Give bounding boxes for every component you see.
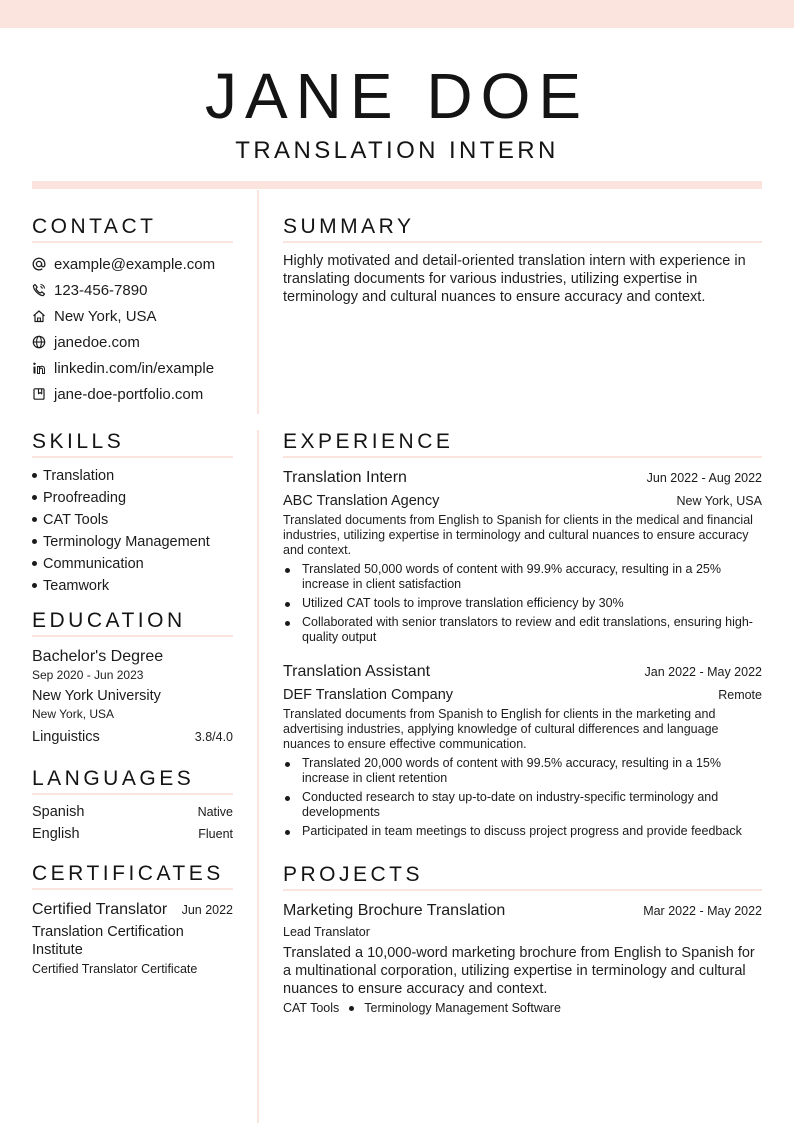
experience-bullets	[283, 562, 762, 645]
bullet-text: Translated 20,000 words of content with 99.5% accuracy, resulting in a 15% increase in client retention	[302, 756, 721, 785]
language-name: English	[32, 826, 80, 842]
project-header	[283, 900, 762, 921]
experience-role: Translation Assistant	[283, 663, 431, 680]
certificate-description: Certified Translator Certificate	[32, 962, 198, 976]
bullet-text: Utilized CAT tools to improve translation efficiency by 30%	[302, 596, 624, 610]
skill-label: Translation	[43, 468, 115, 484]
contact-linkedin-text: linkedin.com/in/example	[54, 359, 215, 377]
contact-website-text: janedoe.com	[54, 333, 140, 351]
summary-text: Highly motivated and detail-oriented translation intern with experience in translating documents for various industries, utilizing expertise in terminology and cultural nuances to ensure accuracy and context.	[283, 253, 746, 305]
certificates-section	[32, 861, 233, 977]
section-rule	[32, 793, 233, 795]
top-accent-band	[0, 0, 794, 28]
section-title-languages: LANGUAGES	[32, 767, 195, 790]
experience-bullet	[283, 756, 762, 786]
certificate-name: Certified Translator	[32, 901, 168, 918]
experience-description: Translated documents from English to Spanish for clients in the medical and financial industries, utilizing expertise in terminology and cultural nuances to ensure accuracy and context.	[283, 513, 753, 557]
skill-label: Terminology Management	[43, 534, 210, 550]
section-rule	[283, 241, 762, 243]
bullet-icon	[32, 473, 37, 478]
home-icon	[32, 309, 46, 323]
experience-subheader	[283, 491, 762, 511]
language-level: Fluent	[198, 827, 233, 841]
phone-icon	[32, 283, 46, 297]
skill-item	[32, 553, 233, 575]
contact-portfolio[interactable]	[32, 381, 233, 407]
skill-item	[32, 531, 233, 553]
education-section	[32, 608, 233, 747]
section-title-summary: SUMMARY	[283, 215, 415, 238]
candidate-title: TRANSLATION INTERN	[235, 137, 559, 164]
language-row	[32, 801, 233, 823]
experience-role: Translation Intern	[283, 469, 407, 486]
contact-location-text: New York, USA	[54, 307, 157, 325]
at-icon	[32, 257, 46, 271]
bullet-icon	[285, 602, 290, 607]
experience-bullet	[283, 562, 762, 592]
project-tools	[283, 1001, 762, 1015]
section-title-contact: CONTACT	[32, 215, 157, 238]
project-tool: CAT Tools	[283, 1001, 340, 1015]
experience-location: New York, USA	[676, 494, 762, 508]
bullet-icon	[285, 621, 290, 626]
section-rule	[32, 635, 233, 637]
education-gpa: 3.8/4.0	[194, 730, 233, 744]
language-name: Spanish	[32, 804, 85, 820]
skill-item	[32, 487, 233, 509]
skills-section	[32, 429, 233, 597]
education-field: Linguistics	[32, 729, 100, 745]
globe-icon	[32, 335, 46, 349]
education-location: New York, USA	[32, 707, 115, 721]
section-rule	[283, 889, 762, 891]
bullet-text: Collaborated with senior translators to review and edit translations, ensuring high-quality output	[302, 615, 753, 644]
experience-header	[283, 661, 762, 682]
bullet-icon	[285, 796, 290, 801]
skill-item	[32, 509, 233, 531]
separator-dot-icon	[349, 1006, 354, 1011]
contact-email-text: example@example.com	[54, 255, 216, 273]
experience-entry	[283, 661, 762, 839]
bullet-icon	[285, 762, 290, 767]
contact-list	[32, 251, 233, 407]
language-level: Native	[197, 805, 233, 819]
column-divider-top	[257, 190, 259, 414]
education-dates: Sep 2020 - Jun 2023	[32, 668, 144, 682]
education-field-row	[32, 727, 233, 747]
certificate-header	[32, 899, 233, 920]
bullet-text: Translated 50,000 words of content with 99.9% accuracy, resulting in a 25% increase in client satisfaction	[302, 562, 721, 591]
skill-label: Teamwork	[43, 578, 110, 594]
project-description: Translated a 10,000-word marketing brochure from English to Spanish for a multinational corporation, utilizing expertise in terminology and cultural nuances to ensure accuracy and context.	[283, 945, 755, 997]
projects-section	[283, 862, 762, 1015]
skill-item	[32, 465, 233, 487]
section-rule	[32, 241, 233, 243]
experience-company: DEF Translation Company	[283, 687, 454, 703]
section-title-certificates: CERTIFICATES	[32, 862, 224, 885]
section-title-experience: EXPERIENCE	[283, 430, 454, 453]
summary-section	[283, 214, 762, 306]
skill-item	[32, 575, 233, 597]
linkedin-icon	[32, 361, 46, 375]
languages-section	[32, 766, 233, 845]
experience-bullet	[283, 790, 762, 820]
experience-description: Translated documents from Spanish to English for clients in the marketing and advertising industries, applying knowledge of cultural differences and language nuances to ensure effective communication.	[283, 707, 719, 751]
skills-list	[32, 465, 233, 597]
header-divider	[32, 181, 762, 189]
education-school: New York University	[32, 688, 161, 704]
section-rule	[283, 456, 762, 458]
skill-label: CAT Tools	[43, 512, 109, 528]
portfolio-icon	[32, 387, 46, 401]
contact-location	[32, 303, 233, 329]
contact-portfolio-text: jane-doe-portfolio.com	[54, 385, 204, 403]
contact-section	[32, 214, 233, 407]
experience-bullet	[283, 824, 762, 839]
section-title-projects: PROJECTS	[283, 863, 424, 886]
resume-header	[0, 58, 794, 166]
contact-linkedin[interactable]	[32, 355, 233, 381]
bullet-icon	[285, 830, 290, 835]
bullet-icon	[32, 561, 37, 566]
bullet-icon	[32, 517, 37, 522]
experience-bullets	[283, 756, 762, 839]
section-rule	[32, 456, 233, 458]
education-degree: Bachelor's Degree	[32, 648, 164, 665]
project-dates: Mar 2022 - May 2022	[643, 904, 762, 918]
section-rule	[32, 888, 233, 890]
contact-phone-text: 123-456-7890	[54, 281, 148, 299]
bullet-icon	[32, 583, 37, 588]
experience-bullet	[283, 615, 762, 645]
experience-entry	[283, 467, 762, 645]
section-title-skills: SKILLS	[32, 430, 125, 453]
experience-dates: Jun 2022 - Aug 2022	[646, 471, 762, 485]
skill-label: Communication	[43, 556, 144, 572]
project-name: Marketing Brochure Translation	[283, 902, 506, 919]
section-title-education: EDUCATION	[32, 609, 186, 632]
contact-phone[interactable]	[32, 277, 233, 303]
contact-email[interactable]	[32, 251, 233, 277]
bullet-icon	[32, 495, 37, 500]
column-divider-bottom	[257, 430, 259, 1123]
experience-header	[283, 467, 762, 488]
skill-label: Proofreading	[43, 490, 127, 506]
bullet-text: Participated in team meetings to discuss project progress and provide feedback	[302, 824, 742, 838]
experience-subheader	[283, 685, 762, 705]
certificate-issuer: Translation Certification Institute	[32, 924, 184, 958]
certificate-date: Jun 2022	[181, 903, 233, 917]
languages-list	[32, 801, 233, 845]
experience-section	[283, 429, 762, 843]
language-row	[32, 823, 233, 845]
bullet-icon	[32, 539, 37, 544]
experience-location: Remote	[718, 688, 762, 702]
bullet-icon	[285, 568, 290, 573]
experience-dates: Jan 2022 - May 2022	[644, 665, 762, 679]
experience-company: ABC Translation Agency	[283, 493, 440, 509]
experience-bullet	[283, 596, 762, 611]
candidate-name: JANE DOE	[204, 60, 590, 132]
bullet-text: Conducted research to stay up-to-date on industry-specific terminology and developments	[302, 790, 719, 819]
project-role: Lead Translator	[283, 925, 370, 939]
contact-website[interactable]	[32, 329, 233, 355]
project-tool: Terminology Management Software	[364, 1001, 561, 1015]
